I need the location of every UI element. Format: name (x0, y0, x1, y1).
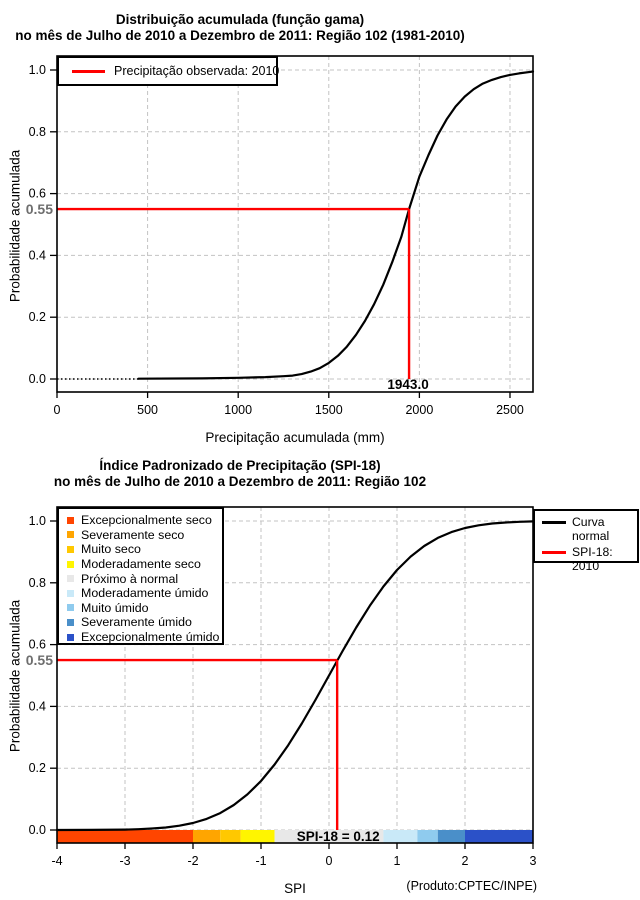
x-tick-label: 2000 (405, 403, 434, 417)
marker-probability-label: 0.55 (25, 652, 53, 669)
legend-item (59, 542, 222, 557)
y-tick-label: 1.0 (28, 514, 46, 528)
colorbar-segment (438, 830, 465, 843)
x-tick-label: 3 (529, 854, 537, 868)
spi-curve-legend (533, 509, 639, 573)
category-label: Próximo à normal (81, 571, 179, 586)
x-tick-label: 0 (53, 403, 61, 417)
category-label: Severamente seco (81, 527, 185, 542)
category-color-swatch-icon (67, 561, 74, 568)
legend-item (59, 601, 222, 616)
legend-item (59, 586, 222, 601)
category-label: Muito úmido (81, 600, 149, 615)
line-sample-icon (542, 521, 566, 524)
x-tick-label: -2 (187, 854, 199, 868)
y-tick-label: 0.4 (28, 699, 46, 714)
category-color-swatch-icon (67, 634, 74, 641)
chart1-yaxis-label: Probabilidade acumulada (7, 149, 23, 303)
chart2-yaxis-label: Probabilidade acumulada (7, 599, 23, 753)
colorbar-segment (193, 830, 220, 843)
x-tick-label: 1000 (224, 403, 253, 417)
x-tick-label: -4 (51, 854, 63, 868)
x-tick-label: 2500 (496, 403, 524, 417)
y-tick-label: 1.0 (28, 63, 46, 77)
chart1-legend-label: Precipitação observada: 2010 (114, 64, 280, 78)
x-tick-label: 500 (137, 403, 159, 417)
category-label: Moderadamente seco (81, 557, 201, 572)
y-tick-label: 0.2 (28, 761, 46, 776)
x-tick-label: 0 (325, 854, 333, 868)
y-tick-label: 0.8 (28, 575, 46, 590)
chart1-legend (57, 56, 278, 86)
chart1-title-line2: no mês de Julho de 2010 a Dezembro de 2011: Região 102 (1981-2010) (15, 28, 465, 43)
category-color-swatch-icon (67, 575, 74, 582)
marker-value-label: 1943.0 (387, 377, 429, 392)
category-label: Excepcionalmente úmido (81, 630, 220, 645)
legend-item (535, 546, 637, 573)
legend-item (59, 557, 222, 572)
chart2-title-line1: Índice Padronizado de Precipitação (SPI-18) (99, 458, 381, 473)
cdf-curve (139, 72, 534, 379)
chart2-title-line2: no mês de Julho de 2010 a Dezembro de 2011: Região 102 (53, 474, 427, 489)
marker-probability-label: 0.55 (25, 201, 53, 218)
chart1-title-line1: Distribuição acumulada (função gama) (115, 12, 365, 27)
y-tick-label: 0.4 (28, 248, 46, 263)
x-tick-label: 2 (461, 854, 469, 868)
category-label: Excepcionalmente seco (81, 513, 212, 528)
category-color-swatch-icon (67, 517, 74, 524)
y-tick-label: 0.2 (28, 310, 46, 325)
legend-item (59, 528, 222, 543)
y-tick-label: 0.6 (28, 637, 46, 652)
category-color-swatch-icon (67, 604, 74, 611)
y-tick-label: 0.0 (28, 823, 46, 837)
x-tick-label: 1 (393, 854, 401, 868)
legend-item (59, 513, 222, 528)
legend-item (59, 615, 222, 630)
spi-category-legend (57, 507, 224, 645)
chart1-xaxis-label: Precipitação acumulada (mm) (205, 430, 385, 445)
colorbar-segment (220, 830, 240, 843)
x-tick-label: 1500 (314, 403, 343, 417)
y-tick-label: 0.8 (28, 124, 46, 139)
colorbar-segment (417, 830, 437, 843)
legend-item (59, 571, 222, 586)
chart1-plot (26, 56, 533, 417)
colorbar-segment (241, 830, 275, 843)
colorbar-segment (383, 830, 417, 843)
legend-entry-label: SPI-18: 2010 (572, 545, 613, 573)
chart2-xaxis-label: SPI (284, 881, 306, 896)
legend-item (535, 516, 637, 543)
line-sample-icon (542, 551, 566, 554)
colorbar-segment (57, 830, 193, 843)
category-label: Muito seco (81, 542, 141, 557)
category-color-swatch-icon (67, 546, 74, 553)
category-color-swatch-icon (67, 619, 74, 626)
category-color-swatch-icon (67, 590, 74, 597)
category-color-swatch-icon (67, 531, 74, 538)
legend-item (59, 630, 222, 645)
y-tick-label: 0.6 (28, 186, 46, 201)
plot-border (57, 56, 533, 392)
product-credit: (Produto:CPTEC/INPE) (406, 879, 537, 893)
category-label: Moderadamente úmido (81, 586, 209, 601)
colorbar-segment (465, 830, 533, 843)
marker-annotation: SPI-18 = 0.12 (296, 829, 380, 844)
category-label: Severamente úmido (81, 615, 192, 630)
red-line-sample-icon (72, 70, 105, 73)
legend-entry-label: Curva normal (572, 515, 610, 543)
x-tick-label: -3 (119, 854, 131, 868)
y-tick-label: 0.0 (28, 372, 46, 386)
x-tick-label: -1 (255, 854, 267, 868)
